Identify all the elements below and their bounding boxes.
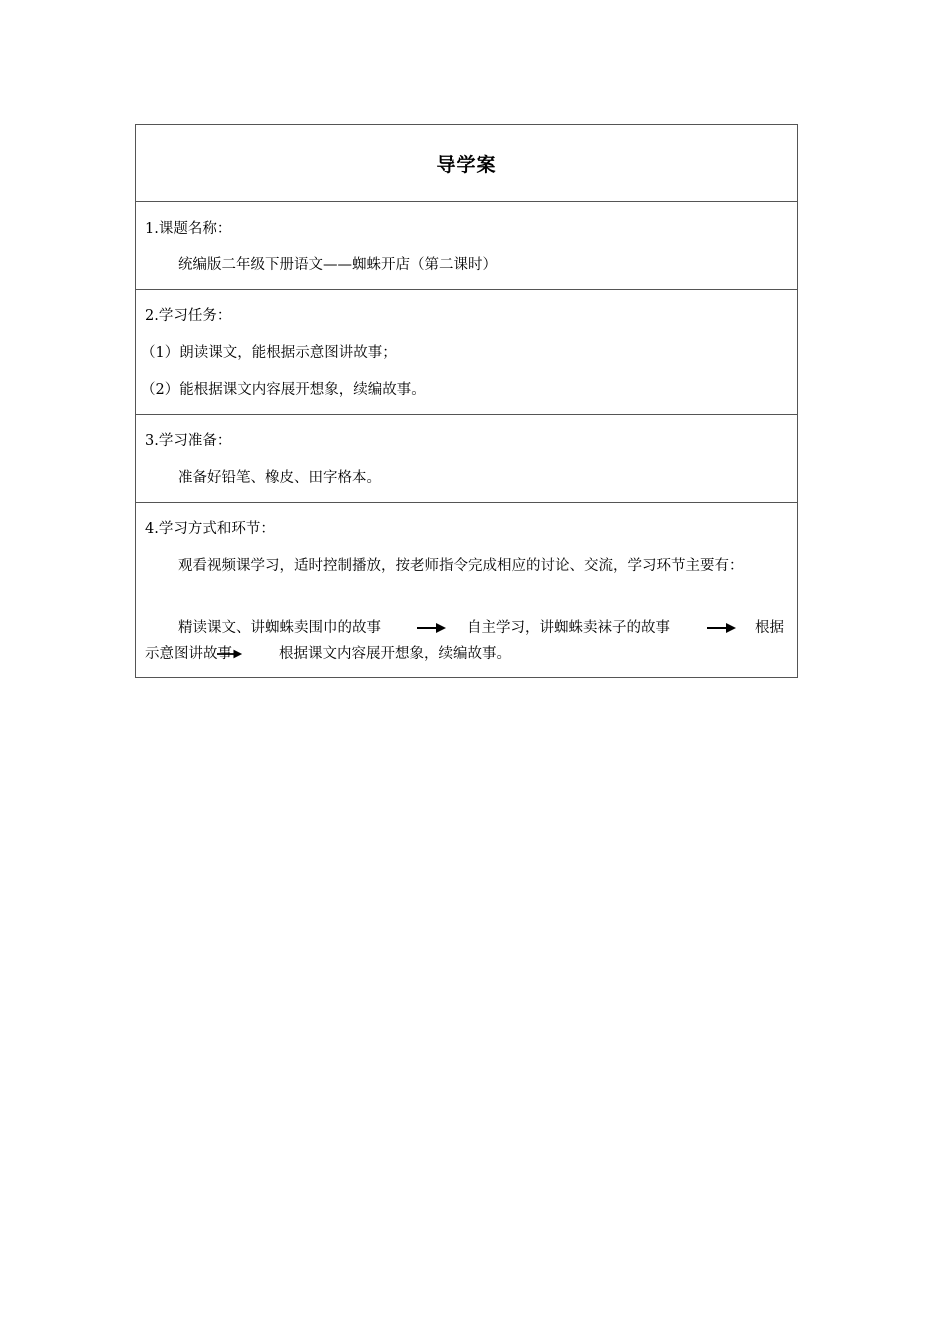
task-item-1: （1）朗读课文，能根据示意图讲故事； bbox=[141, 345, 397, 361]
topic-section bbox=[136, 201, 797, 289]
title-row bbox=[136, 125, 797, 201]
topic-heading: 1.课题名称： bbox=[145, 221, 232, 237]
tasks-heading: 2.学习任务： bbox=[145, 308, 232, 324]
arrow-right-icon bbox=[417, 620, 447, 636]
arrow-right-icon bbox=[217, 646, 243, 662]
flow-step-4: 根据课文内容展开想象，续编故事。 bbox=[279, 646, 511, 662]
flow-step-3-tail: 示意图讲故事 bbox=[145, 646, 232, 662]
methods-intro: 观看视频课学习，适时控制播放，按老师指令完成相应的讨论、交流，学习环节主要有： bbox=[178, 558, 744, 574]
flow-line-1 bbox=[145, 615, 790, 641]
flow-step-2: 自主学习，讲蜘蛛卖袜子的故事 bbox=[467, 620, 670, 636]
preparation-content: 准备好铅笔、橡皮、田字格本。 bbox=[178, 470, 381, 486]
flow-line-2 bbox=[145, 641, 790, 667]
page-title: 导学案 bbox=[436, 153, 497, 176]
methods-heading: 4.学习方式和环节： bbox=[145, 521, 275, 537]
task-item-2: （2）能根据课文内容展开想象，续编故事。 bbox=[141, 382, 426, 398]
flow-step-3-head: 根据 bbox=[755, 620, 784, 636]
preparation-heading: 3.学习准备： bbox=[145, 433, 232, 449]
worksheet-table bbox=[135, 124, 798, 678]
flow-step-1: 精读课文、讲蜘蛛卖围巾的故事 bbox=[178, 620, 381, 636]
tasks-section bbox=[136, 289, 797, 414]
learning-flow bbox=[145, 615, 790, 667]
methods-section bbox=[136, 502, 797, 677]
topic-content: 统编版二年级下册语文——蜘蛛开店（第二课时） bbox=[178, 257, 497, 273]
preparation-section bbox=[136, 414, 797, 502]
arrow-right-icon bbox=[707, 620, 737, 636]
